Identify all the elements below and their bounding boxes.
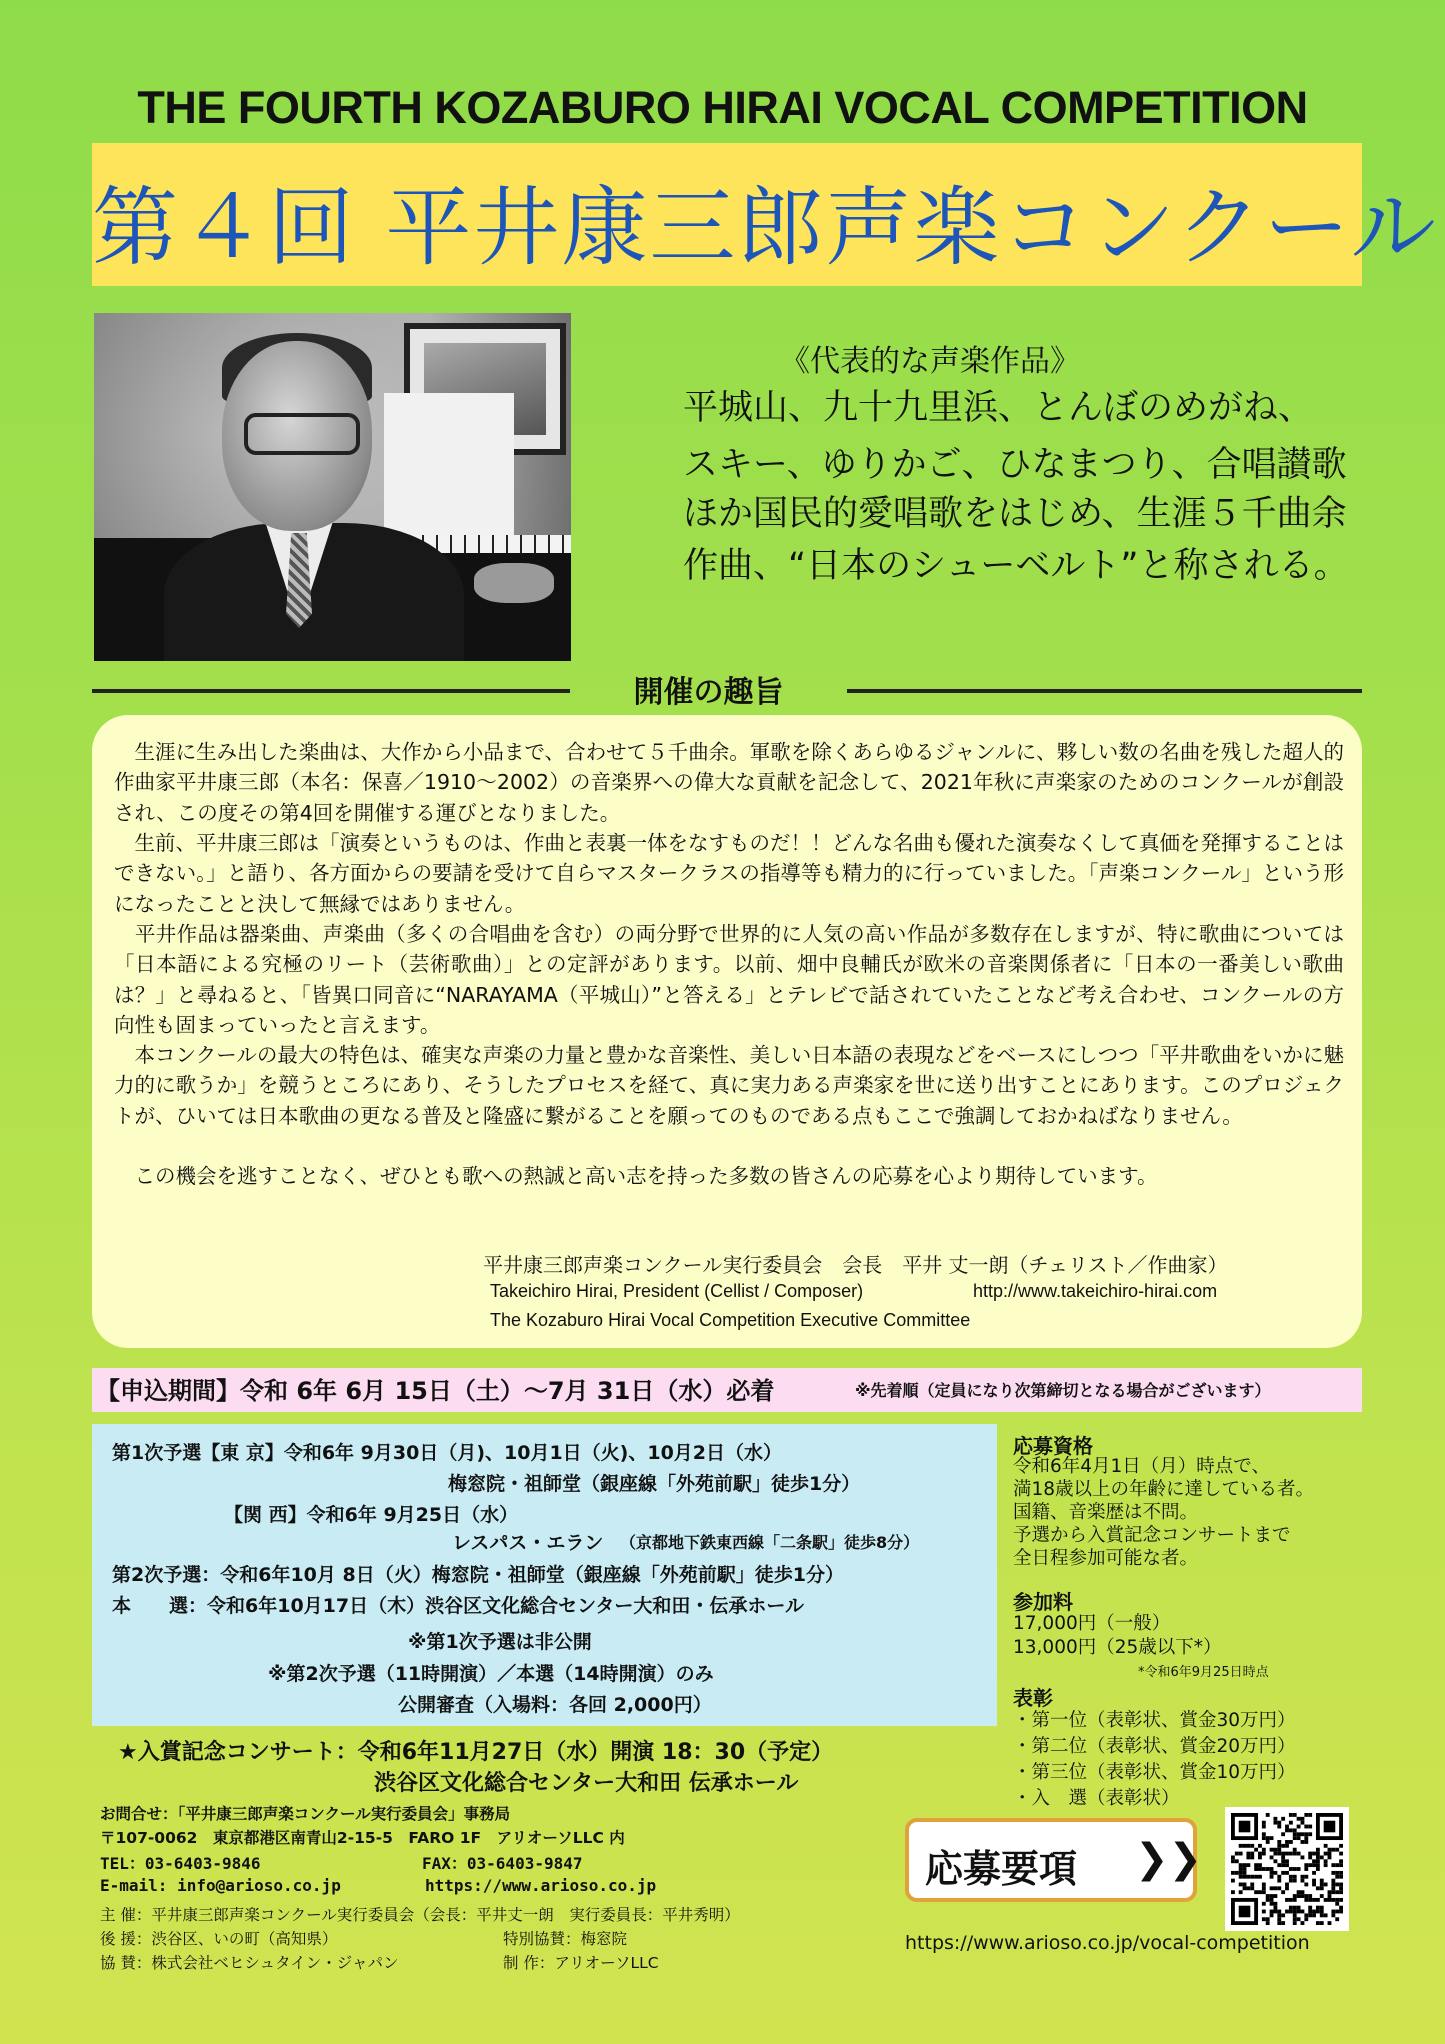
round1-tokyo-venue: 梅窓院・祖師堂（銀座線「外苑前駅」徒歩1分） [448,1473,861,1495]
purpose-paragraph: 本コンクールの最大の特色は、確実な声楽の力量と豊かな音楽性、美しい日本語の表現などをベースにしつつ「平井歌曲をいかに魅力的に歌うか」を競うところにあり、そうしたプロセスを経て、真に実力ある声楽家を世に送り出すことにあります。このプロジェクトが、ひいては日本歌曲の更なる普及と隆盛に繋がることを願ってのものである点もここで強調しておかねばなりません。 [114,1043,1344,1128]
fee-general: 17,000円（一般） [1013,1613,1171,1634]
award-item: ・第三位（表彰状、賞金10万円） [1013,1762,1296,1783]
signature-en: Takeichiro Hirai, President (Cellist / Composer) [490,1281,864,1301]
round2: 第2次予選：令和6年10月 8日（火）梅窓院・祖師堂（銀座線「外苑前駅」徒歩1分） [112,1564,844,1586]
contact-office: お問合せ：「平井康三郎声楽コンクール実行委員会」事務局 [100,1805,511,1823]
title-english: THE FOURTH KOZABURO HIRAI VOCAL COMPETITION [137,82,1308,133]
contact-website-link[interactable]: https://www.arioso.co.jp [425,1876,657,1895]
contact-email-link[interactable]: E-mail: info@arioso.co.jp [100,1876,341,1895]
president-website-link[interactable]: http://www.takeichiro-hirai.com [973,1281,1218,1301]
purpose-paragraph: 生涯に生み出した楽曲は、大作から小品まで、合わせて５千曲余。軍歌を除くあらゆるジャンルに、夥しい数の名曲を残した超人的作曲家平井康三郎（本名：保喜／1910～2002）の音楽界への偉大な貢献を記念して、2021年秋に声楽家のためのコンクールが創設され、この度その第4回を開催する運びとなりました。 [114,740,1344,825]
purpose-paragraph: 平井作品は器楽曲、声楽曲（多くの合唱曲を含む）の両分野で世界的に人気の高い作品が多数存在しますが、特に歌曲については「日本語による究極のリート（芸術歌曲）」との定評があります。以前、畑中良輔氏が欧米の音楽関係者に「日本の一番美しい歌曲は？」と尋ねると、「皆異口同音に“NARAYAMA（平城山）”と答える」とテレビで話されていたことなど考え合わせ、コンクールの方向性も固まっていったと言えます。 [114,922,1344,1037]
organizer-support: 後 援：渋谷区、いの町（高知県） [100,1930,338,1948]
eligibility-line: 令和6年4月1日（月）時点で、 [1013,1456,1270,1477]
eligibility-line: 満18歳以上の年齢に達している者。 [1013,1479,1315,1500]
awards-heading: 表彰 [1013,1686,1053,1710]
fee-youth: 13,000円（25歳以下*） [1013,1637,1222,1658]
works-line: 作曲、“日本のシューベルト”と称される。 [683,546,1349,586]
divider-right [847,689,1362,693]
award-item: ・第一位（表彰状、賞金30万円） [1013,1710,1296,1731]
organizer-production: 制 作：アリオーソLLC [503,1954,659,1972]
fee-note: *令和6年9月25日時点 [1138,1665,1269,1680]
qr-code-icon[interactable] [1225,1807,1349,1931]
guidelines-url-link[interactable]: https://www.arioso.co.jp/vocal-competition [905,1932,1310,1954]
schedule-note: 公開審査（入場料：各回 2,000円） [398,1694,712,1716]
works-heading: 《代表的な声楽作品》 [780,344,1080,379]
double-chevron-right-icon: ❯❯ [1135,1836,1203,1882]
round1-kansai-venue: レスパス・エラン [452,1532,604,1554]
schedule-note: ※第1次予選は非公開 [408,1631,592,1653]
application-period-note: ※先着順（定員になり次第締切となる場合がございます） [855,1381,1271,1400]
works-line: スキー、ゆりかご、ひなまつり、合唱讃歌 [683,445,1347,485]
round1-tokyo: 第1次予選【東 京】令和6年 9月30日（月)、10月1日（火)、10月2日（水） [112,1442,783,1464]
award-item: ・入 選（表彰状） [1013,1788,1180,1809]
fee-heading: 参加料 [1013,1590,1073,1614]
eligibility-line: 予選から入賞記念コンサートまで [1013,1525,1291,1546]
award-item: ・第二位（表彰状、賞金20万円） [1013,1736,1296,1757]
application-period: 【申込期間】令和 6年 6月 15日（土）～7月 31日（水）必着 [96,1377,775,1405]
signature-jp: 平井康三郎声楽コンクール実行委員会 会長 平井 丈一朗（チェリスト／作曲家） [483,1253,1228,1277]
organizer-sponsor: 協 賛：株式会社ベヒシュタイン・ジャパン [100,1954,399,1972]
purpose-paragraph: この機会を逃すことなく、ぜひとも歌への熱誠と高い志を持った多数の皆さんの応募を心より期待しています。 [114,1164,1158,1188]
organizer-special: 特別協賛：梅窓院 [503,1930,628,1948]
contact-tel: TEL：03-6403-9846 [100,1854,261,1873]
title-japanese: 第４回 平井康三郎声楽コンクール [92,178,1438,278]
final-round: 本 選：令和6年10月17日（木）渋谷区文化総合センター大和田・伝承ホール [112,1595,804,1617]
eligibility-line: 国籍、音楽歴は不問。 [1013,1502,1199,1523]
contact-fax: FAX：03-6403-9847 [422,1854,583,1873]
committee-name-en: The Kozaburo Hirai Vocal Competition Executive Committee [490,1310,971,1330]
composer-photo [94,313,571,661]
round1-kansai-access: （京都地下鉄東西線「二条駅」徒歩8分） [620,1533,920,1552]
schedule-note: ※第2次予選（11時開演）／本選（14時開演）のみ [268,1663,714,1685]
round1-kansai: 【関 西】令和6年 9月25日（水） [224,1504,519,1526]
contact-address: 〒107-0062 東京都港区南青山2-15-5 FARO 1F アリオーソLLC 内 [100,1829,625,1847]
apply-guidelines-label: 応募要項 [925,1847,1078,1891]
divider-left [92,689,570,693]
prize-concert-venue: 渋谷区文化総合センター大和田 伝承ホール [374,1771,799,1796]
eligibility-line: 全日程参加可能な者。 [1013,1548,1199,1569]
organizer-host: 主 催：平井康三郎声楽コンクール実行委員会（会長：平井丈一朗 実行委員長：平井秀明） [100,1906,740,1924]
prize-concert: ★入賞記念コンサート：令和6年11月27日（水）開演 18：30（予定） [118,1740,834,1765]
works-line: 平城山、九十九里浜、とんぼのめがね、 [683,388,1314,428]
eligibility-heading: 応募資格 [1013,1434,1093,1458]
purpose-paragraph: 生前、平井康三郎は「演奏というものは、作曲と表裏一体をなすものだ！！どんな名曲も優れた演奏なくして真価を発揮することはできない。」と語り、各方面からの要請を受けて自らマスタークラスの指導等も精力的に行っていました。「声楽コンクール」という形になったことと決して無縁ではありません。 [114,831,1344,916]
works-line: ほか国民的愛唱歌をはじめ、生涯５千曲余 [683,494,1347,534]
purpose-heading: 開催の趣旨 [633,675,784,710]
